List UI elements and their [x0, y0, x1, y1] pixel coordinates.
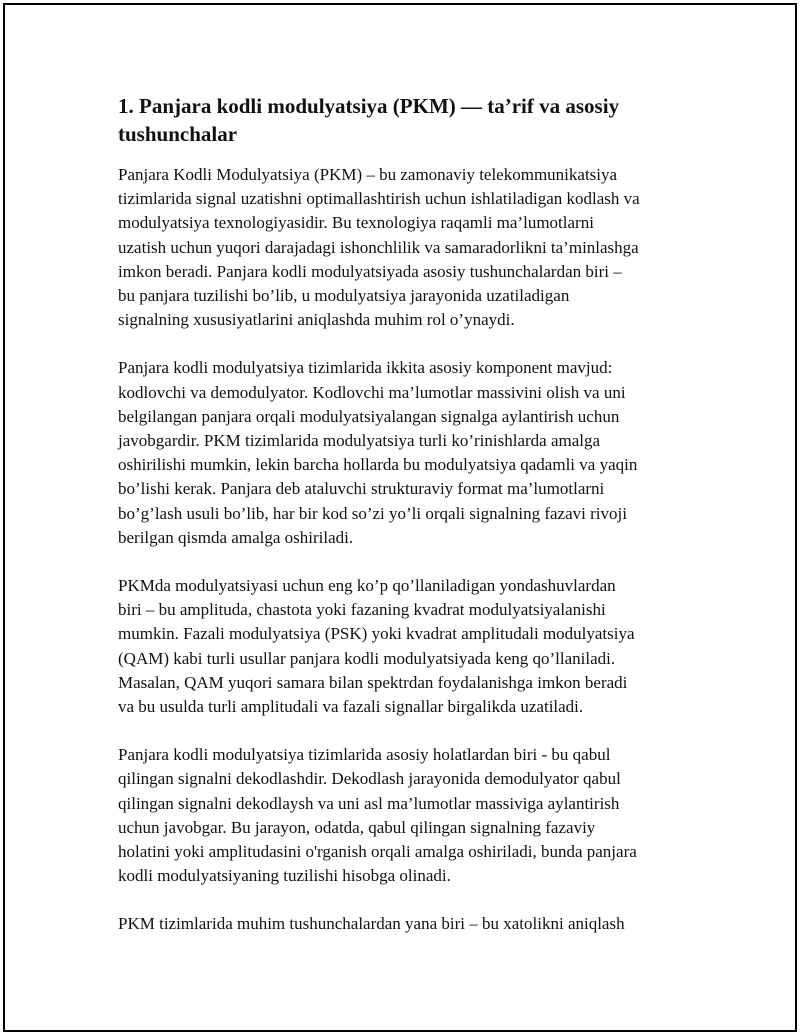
text-line: Panjara Kodli Modulyatsiya (PKM) – bu zamonaviy telekommunikatsiya: [118, 165, 618, 184]
heading-line: 1. Panjara kodli modulyatsiya (PKM) — ta’rif va asosiy: [118, 94, 620, 118]
text-line: imkon beradi. Panjara kodli modulyatsiyada asosiy tushunchalardan biri –: [118, 261, 622, 281]
text-line: Panjara kodli modulyatsiya tizimlarida ikkita asosiy komponent mavjud:: [118, 358, 613, 378]
text-line: signalning xususiyatlarini aniqlashda muhim rol o’ynaydi.: [118, 310, 515, 330]
text-line: tizimlarida signal uzatishni optimallashtirish uchun ishlatiladigan kodlash va: [118, 189, 640, 209]
text-line: bo’g’lash usuli bo’lib, har bir kod so’zi yo’li orqali signalning fazavi rivoji: [118, 503, 627, 523]
text-line: holatini yoki amplitudasini o'rganish orqali amalga oshiriladi, bunda panjara: [118, 842, 637, 862]
text-line: bu panjara tuzilishi bo’lib, u modulyatsiya jarayonida uzatiladigan: [118, 286, 570, 306]
text-line: bo’lishi kerak. Panjara deb ataluvchi strukturaviy format ma’lumotlarni: [118, 479, 605, 499]
text-line: va bu usulda turli amplitudali va fazali signallar birgalikda uzatiladi.: [118, 697, 584, 717]
document-body: [118, 92, 688, 961]
text-line: qilingan signalni dekodlaysh va uni asl ma’lumotlar massiviga aylantirish: [118, 793, 620, 813]
paragraph-3: [118, 574, 688, 719]
text-line: berilgan qismda amalga oshiriladi.: [118, 527, 354, 547]
text-line: belgilangan panjara orqali modulyatsiyalangan signalga aylantirish uchun: [118, 406, 620, 426]
text-line: biri – bu amplituda, chastota yoki fazaning kvadrat modulyatsiyalanishi: [118, 600, 606, 620]
heading-line: tushunchalar: [118, 122, 238, 146]
text-line: (QAM) kabi turli usullar panjara kodli modulyatsiyada keng qo’llaniladi.: [118, 648, 616, 668]
paragraph-4: [118, 743, 688, 888]
text-line: PKM tizimlarida muhim tushunchalardan yana biri – bu xatolikni aniqlash: [118, 914, 625, 934]
text-line: qilingan signalni dekodlashdir. Dekodlash jarayonida demodulyator qabul: [118, 769, 621, 789]
paragraph-1: [118, 163, 688, 332]
text-line: oshirilishi mumkin, lekin barcha hollarda bu modulyatsiya qadamli va yaqin: [118, 455, 638, 475]
text-line: javobgardir. PKM tizimlarida modulyatsiya turli ko’rinishlarda amalga: [118, 431, 601, 451]
paragraph-5: [118, 912, 688, 936]
text-line: kodli modulyatsiyaning tuzilishi hisobga olinadi.: [118, 866, 451, 886]
text-line: modulyatsiya texnologiyasidir. Bu texnologiya raqamli ma’lumotlarni: [118, 213, 594, 233]
text-line: Panjara kodli modulyatsiya tizimlarida asosiy holatlardan biri - bu qabul: [118, 745, 611, 765]
paragraph-2: [118, 356, 688, 550]
text-line: PKMda modulyatsiyasi uchun eng ko’p qo’llaniladigan yondashuvlardan: [118, 576, 616, 596]
text-line: uchun javobgar. Bu jarayon, odatda, qabul qilingan signalning fazaviy: [118, 817, 596, 837]
text-line: uzatish uchun yuqori darajadagi ishonchlilik va samaradorlikni ta’minlashga: [118, 237, 639, 257]
text-line: mumkin. Fazali modulyatsiya (PSK) yoki kvadrat amplitudali modulyatsiya: [118, 624, 635, 644]
text-line: Masalan, QAM yuqori samara bilan spektrdan foydalanishga imkon beradi: [118, 672, 628, 692]
section-heading: [118, 92, 688, 148]
text-line: kodlovchi va demodulyator. Kodlovchi ma’lumotlar massivini olish va uni: [118, 382, 626, 402]
